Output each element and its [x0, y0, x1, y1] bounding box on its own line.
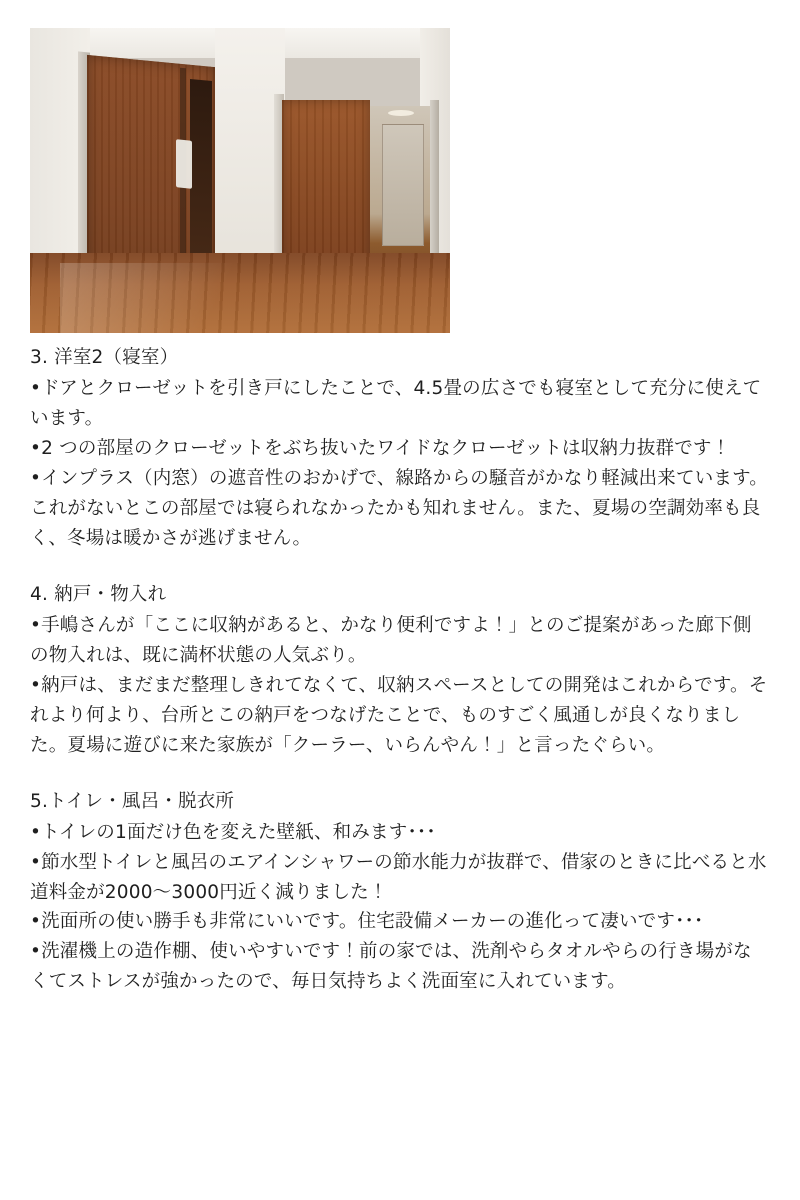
section-paragraph: •納戸は、まだまだ整理しきれてなくて、収納スペースとしての開発はこれからです。それより何より、台所とこの納戸をつなげたことで、ものすごく風通しが良くなりました。夏場に遊びに来た家族が「クーラー、いらんやん！」と言ったぐらい。	[30, 674, 768, 756]
hallway-entry-door	[382, 124, 424, 246]
section-bathroom	[30, 787, 770, 998]
section-paragraph: •洗面所の使い勝手も非常にいいです。住宅設備メーカーの進化って凄いです･･･	[30, 911, 704, 933]
section-heading: 4. 納戸・物入れ	[30, 583, 167, 605]
section-paragraph: •節水型トイレと風呂のエアインシャワーの節水能力が抜群で、借家のときに比べると水道料金が2000〜3000円近く減りました！	[30, 851, 767, 903]
room-photo	[30, 28, 450, 333]
photo-illustration	[30, 28, 450, 333]
section-storage	[30, 580, 770, 761]
section-paragraph: •洗濯機上の造作棚、使いやすいです！前の家では、洗剤やらタオルやらの行き場がなくてストレスが強かったので、毎日気持ちよく洗面室に入れています。	[30, 941, 752, 993]
section-paragraph: •ドアとクローゼットを引き戸にしたことで、4.5畳の広さでも寝室として充分に使えています。	[30, 377, 762, 429]
ceiling-light	[388, 110, 414, 116]
section-bedroom2	[30, 343, 770, 554]
section-heading: 3. 洋室2（寝室）	[30, 347, 179, 368]
section-paragraph: •手嶋さんが「ここに収納があると、かなり便利ですよ！」とのご提案があった廊下側の物入れは、既に満杯状態の人気ぶり。	[30, 614, 752, 666]
section-heading: 5.トイレ・風呂・脱衣所	[30, 790, 235, 812]
floor-light-reflection	[60, 263, 320, 333]
article-body	[30, 343, 770, 997]
wall-vent	[176, 139, 192, 189]
section-paragraph: •トイレの1面だけ色を変えた壁紙、和みます･･･	[30, 821, 436, 843]
section-paragraph: •インプラス（内窓）の遮音性のおかげで、線路からの騒音がかなり軽減出来ています。これがないとこの部屋では寝られなかったかも知れません。また、夏場の空調効率も良く、冬場は暖かさが逃げません。	[30, 467, 769, 549]
section-paragraph: •2 つの部屋のクローゼットをぶち抜いたワイドなクローゼットは収納力抜群です！	[30, 437, 731, 459]
